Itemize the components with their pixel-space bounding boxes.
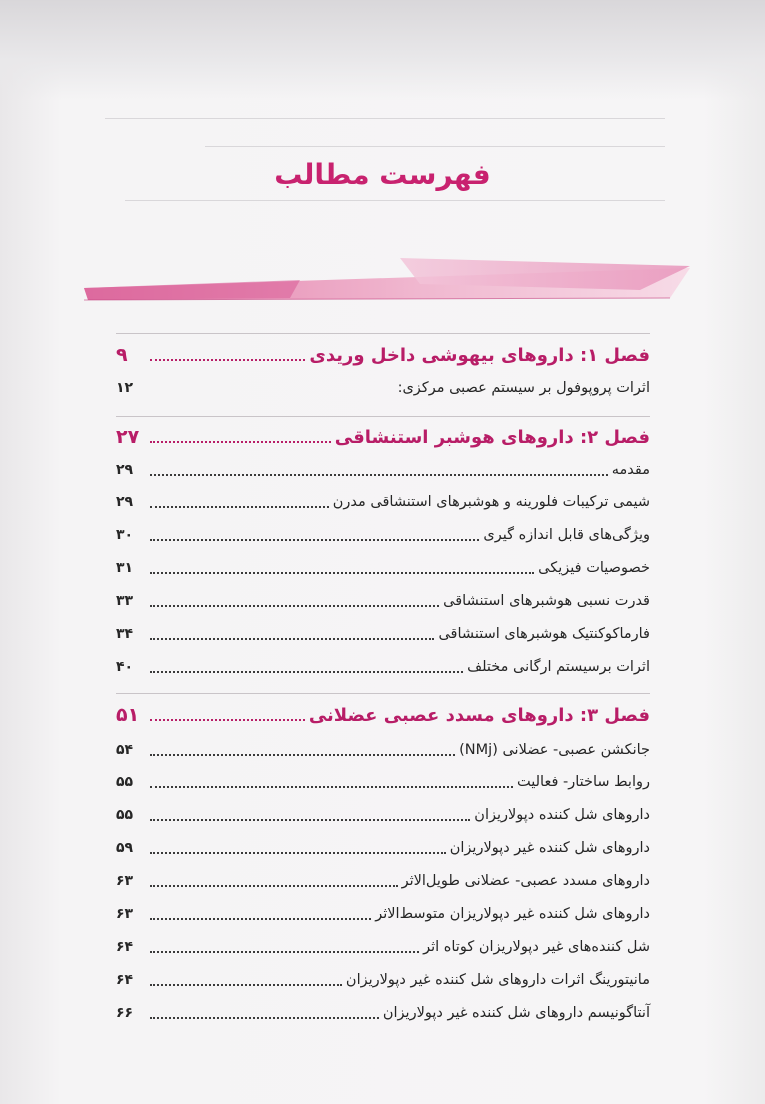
divider (116, 693, 650, 694)
entry-title: داروهای شل کننده غیر دپولاریزان متوسط‌الاثر (375, 906, 650, 922)
entry-title: اثرات برسیستم ارگانی مختلف (467, 659, 650, 675)
leader-dots (150, 460, 608, 476)
entry-page: ۳۰ (116, 527, 134, 543)
leader-dots (150, 657, 463, 673)
leader-dots (150, 805, 470, 821)
chapter-page: ۵۱ (116, 704, 140, 726)
entry-title: مقدمه (611, 462, 650, 478)
entry-title: ویژگی‌های قابل اندازه گیری (483, 527, 650, 543)
toc-entry[interactable] (116, 588, 650, 614)
entry-page: ۳۱ (116, 560, 134, 576)
toc-chapter-3[interactable] (116, 700, 650, 730)
entry-title: خصوصیات فیزیکی (538, 560, 650, 576)
toc-entry[interactable] (116, 934, 650, 960)
leader-dots (150, 705, 305, 721)
entry-title: داروهای مسدد عصبی- عضلانی طویل‌الاثر (401, 873, 650, 889)
entry-title: جانکشن عصبی- عضلانی (NMj) (459, 742, 650, 758)
chapter-title: فصل ۲: داروهای هوشبر استنشاقی (334, 426, 650, 448)
leader-dots (150, 591, 439, 607)
toc-entry[interactable] (116, 522, 650, 548)
entry-page: ۶۳ (116, 873, 134, 889)
toc-entry[interactable] (116, 967, 650, 993)
leader-dots (150, 427, 331, 443)
chapter-title: فصل ۳: داروهای مسدد عصبی عضلانی (308, 704, 650, 726)
entry-title: روابط ساختار- فعالیت (517, 774, 650, 790)
toc-entry[interactable] (116, 1000, 650, 1026)
entry-page: ۱۲ (116, 380, 134, 396)
entry-page: ۳۳ (116, 593, 134, 609)
entry-title: داروهای شل کننده غیر دپولاریزان (449, 840, 650, 856)
entry-title: قدرت نسبی هوشبرهای استنشاقی (443, 593, 650, 609)
toc-chapter-1[interactable] (116, 340, 650, 370)
bleed-through-header (0, 0, 765, 100)
leader-dots (150, 492, 329, 508)
toc-entry[interactable] (116, 555, 650, 581)
chapter-page: ۲۷ (116, 426, 140, 448)
leader-dots (150, 772, 513, 788)
toc-chapter-2[interactable] (116, 422, 650, 452)
leader-dots (150, 871, 398, 887)
decorative-banner (0, 250, 765, 320)
entry-title: آنتاگونیسم داروهای شل کننده غیر دپولاریزان (382, 1005, 650, 1021)
entry-page: ۵۵ (116, 807, 134, 823)
entry-page: ۲۹ (116, 462, 134, 478)
divider (116, 333, 650, 334)
toc-entry[interactable] (116, 654, 650, 680)
chapter-title: فصل ۱: داروهای بیهوشی داخل وریدی (309, 344, 650, 366)
entry-page: ۶۳ (116, 906, 134, 922)
toc-entry[interactable] (116, 901, 650, 927)
entry-title: فارماکوکنتیک هوشبرهای استنشاقی (438, 626, 650, 642)
leader-dots (150, 1003, 379, 1019)
toc-entry[interactable] (116, 489, 650, 515)
bleed-through-line (205, 146, 665, 147)
toc-entry[interactable] (116, 802, 650, 828)
entry-title: اثرات پروپوفول بر سیستم عصبی مرکزی: (397, 380, 650, 396)
entry-page: ۶۴ (116, 972, 134, 988)
toc-entry[interactable] (116, 868, 650, 894)
entry-page: ۵۵ (116, 774, 134, 790)
leader-dots (150, 970, 342, 986)
leader-dots (150, 345, 305, 361)
leader-space (150, 379, 394, 393)
entry-page: ۲۹ (116, 494, 134, 510)
entry-page: ۶۴ (116, 939, 134, 955)
bleed-through-line (125, 200, 665, 201)
toc-entry[interactable] (116, 621, 650, 647)
entry-page: ۵۴ (116, 742, 134, 758)
entry-page: ۳۴ (116, 626, 134, 642)
toc-entry[interactable] (116, 457, 650, 483)
leader-dots (150, 624, 434, 640)
leader-dots (150, 937, 419, 953)
entry-title: مانیتورینگ اثرات داروهای شل کننده غیر دپولاریزان (345, 972, 650, 988)
page-title: فهرست مطالب (274, 158, 491, 191)
toc-entry[interactable] (116, 769, 650, 795)
toc-entry[interactable] (116, 375, 650, 401)
toc-entry[interactable] (116, 835, 650, 861)
entry-title: داروهای شل کننده دپولاریزان (474, 807, 650, 823)
entry-page: ۶۶ (116, 1005, 134, 1021)
bleed-through-line (105, 118, 665, 119)
divider (116, 416, 650, 417)
chapter-page: ۹ (116, 344, 128, 366)
toc-entry[interactable] (116, 737, 650, 763)
leader-dots (150, 558, 534, 574)
leader-dots (150, 525, 479, 541)
entry-title: شیمی ترکیبات فلورینه و هوشبرهای استنشاقی مدرن (332, 494, 650, 510)
leader-dots (150, 740, 455, 756)
leader-dots (150, 904, 371, 920)
entry-page: ۴۰ (116, 659, 134, 675)
entry-page: ۵۹ (116, 840, 134, 856)
leader-dots (150, 838, 446, 854)
entry-title: شل کننده‌های غیر دپولاریزان کوتاه اثر (423, 939, 650, 955)
